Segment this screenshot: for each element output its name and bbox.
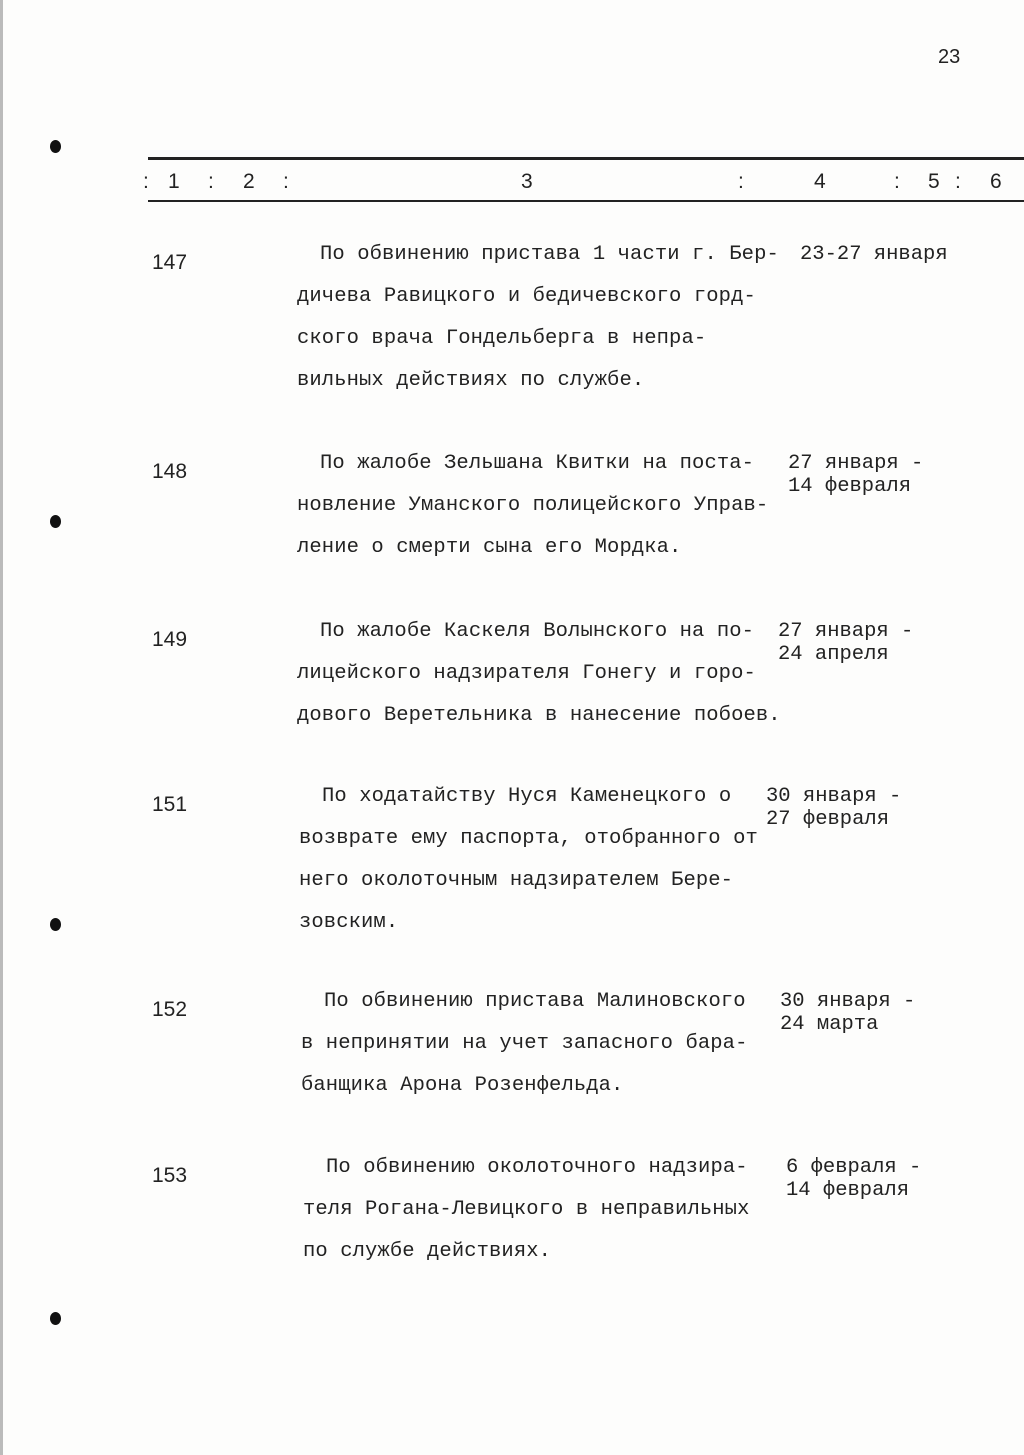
column-separator: :	[143, 170, 149, 193]
entry-number: 152	[152, 998, 188, 1021]
entry-date: 27 февраля	[766, 808, 890, 831]
entry-date: 30 января -	[780, 990, 916, 1013]
entry-text-line: него околоточным надзирателем Бере-	[299, 869, 734, 892]
entry-date: 23-27 января	[800, 243, 948, 266]
entry-text-line: ского врача Гондельберга в непра-	[297, 327, 707, 350]
entry-date: 6 февраля -	[786, 1156, 922, 1179]
entry-text-line: дового Веретельника в нанесение побоев.	[297, 704, 781, 727]
header-col-1: 1	[168, 170, 180, 193]
header-col-2: 2	[243, 170, 255, 193]
entry-text-line: банщика Арона Розенфельда.	[301, 1074, 624, 1097]
column-separator: :	[955, 170, 961, 193]
column-separator: :	[208, 170, 214, 193]
entry-text-line: новление Уманского полицейского Управ-	[297, 494, 769, 517]
header-col-4: 4	[814, 170, 826, 193]
column-separator: :	[894, 170, 900, 193]
entry-text-line: По обвинению околоточного надзира-	[326, 1156, 748, 1179]
entry-number: 153	[152, 1164, 188, 1187]
entry-number: 147	[152, 251, 188, 274]
entry-text-line: по службе действиях.	[303, 1240, 552, 1263]
entry-date: 24 апреля	[778, 643, 889, 666]
entry-text-line: в непринятии на учет запасного бара-	[301, 1032, 748, 1055]
punch-hole	[50, 515, 61, 528]
header-bottom-rule	[148, 200, 1024, 202]
entry-text-line: зовским.	[299, 911, 399, 934]
entry-text-line: По ходатайству Нуся Каменецкого о	[322, 785, 732, 808]
entry-text-line: вильных действиях по службе.	[297, 369, 645, 392]
entry-text-line: По жалобе Каскеля Волынского на по-	[320, 620, 755, 643]
entry-text-line: По обвинению пристава 1 части г. Бер-	[320, 243, 779, 266]
page-number: 23	[938, 46, 961, 68]
entry-text-line: теля Рогана-Левицкого в неправильных	[303, 1198, 750, 1221]
header-col-5: 5	[928, 170, 940, 193]
punch-hole	[50, 918, 61, 931]
entry-number: 148	[152, 460, 188, 483]
entry-date: 27 января -	[778, 620, 914, 643]
punch-hole	[50, 140, 61, 153]
entry-text-line: лицейского надзирателя Гонегу и горо-	[297, 662, 756, 685]
entry-date: 14 февраля	[786, 1179, 910, 1202]
header-col-3: 3	[521, 170, 533, 193]
entry-date: 14 февраля	[788, 475, 912, 498]
column-separator: :	[283, 170, 289, 193]
entry-text-line: возврате ему паспорта, отобранного от	[299, 827, 758, 850]
entry-text-line: ление о смерти сына его Мордка.	[297, 536, 682, 559]
header-col-6: 6	[990, 170, 1002, 193]
entry-text-line: По обвинению пристава Малиновского	[324, 990, 746, 1013]
entry-number: 149	[152, 628, 188, 651]
entry-text-line: дичева Равицкого и бедичевского горд-	[297, 285, 756, 308]
entry-number: 151	[152, 793, 188, 816]
column-separator: :	[738, 170, 744, 193]
punch-hole	[50, 1312, 61, 1325]
header-top-rule	[148, 157, 1024, 160]
entry-text-line: По жалобе Зельшана Квитки на поста-	[320, 452, 755, 475]
entry-date: 27 января -	[788, 452, 924, 475]
scan-edge	[0, 0, 3, 1455]
entry-date: 24 марта	[780, 1013, 879, 1036]
entry-date: 30 января -	[766, 785, 902, 808]
